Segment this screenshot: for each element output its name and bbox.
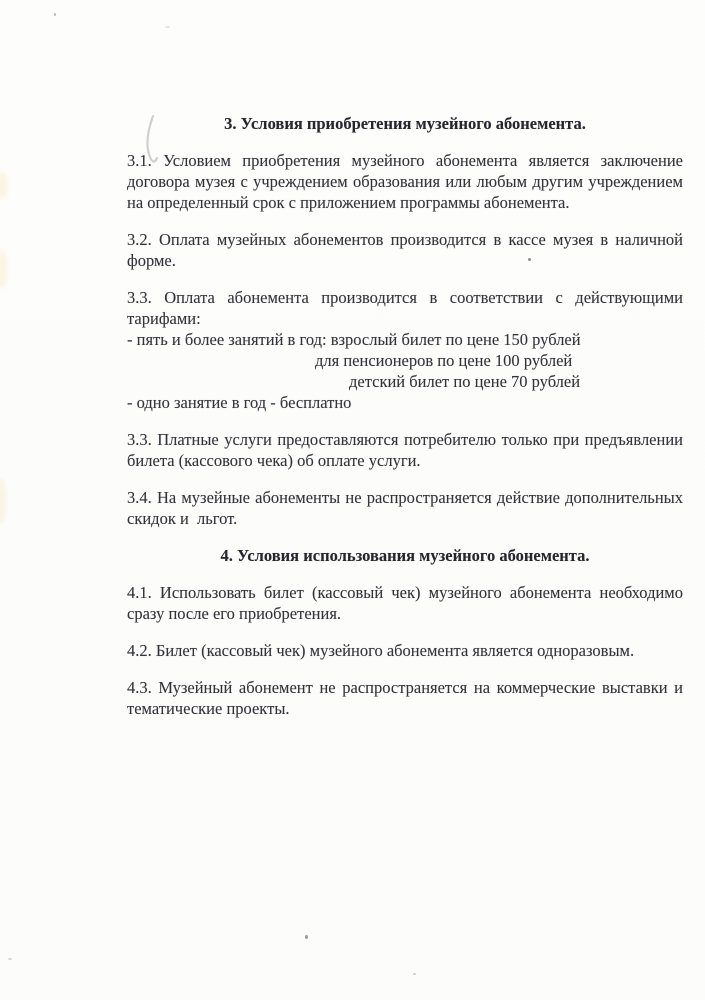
- scan-artifact-edge-blob: [0, 250, 7, 288]
- tariff-line-five-lessons: - пять и более занятий в год: взрослый билет по цене 150 рублей: [127, 330, 581, 349]
- document-content: [127, 113, 683, 719]
- scan-speck: [165, 26, 170, 28]
- scan-speck: [8, 958, 12, 960]
- text-line: форме.: [127, 251, 176, 270]
- section-3-heading: 3. Условия приобретения музейного абонемента.: [224, 114, 586, 133]
- text-line: тарифами:: [127, 309, 201, 328]
- scan-artifact-edge-blob: [0, 172, 8, 198]
- text-line: на определенный срок с приложением программы абонемента.: [127, 193, 570, 212]
- section-4-heading: 4. Условия использования музейного абонемента.: [220, 546, 590, 565]
- paragraph-4-1: [127, 582, 683, 624]
- text-line: 3.3. Оплата абонемента производится в соответствии с действующими: [127, 288, 683, 307]
- tariff-line-children: детский билет по цене 70 рублей: [349, 372, 581, 391]
- paragraph-3-1: [127, 150, 683, 213]
- paragraph-3-3-tariffs: [127, 287, 683, 413]
- text-line: договора музея с учреждением образования или любым другим учреждением: [127, 172, 683, 191]
- tariff-line-pensioners: для пенсионеров по цене 100 рублей: [315, 351, 573, 370]
- text-line: 3.1. Условием приобретения музейного абонемента является заключение: [127, 151, 683, 170]
- text-line: 3.4. На музейные абонементы не распространяется действие дополнительных: [127, 488, 683, 507]
- paragraph-3-4: [127, 487, 683, 529]
- text-line: 4.2. Билет (кассовый чек) музейного абонемента является одноразовым.: [127, 641, 635, 660]
- text-line: сразу после его приобретения.: [127, 604, 342, 623]
- text-line: 4.3. Музейный абонемент не распространяется на коммерческие выставки и: [127, 678, 683, 697]
- text-line: тематические проекты.: [127, 699, 290, 718]
- text-line: 4.1. Использовать билет (кассовый чек) музейного абонемента необходимо: [127, 583, 683, 602]
- scan-speck: [413, 973, 416, 975]
- paragraph-3-3-paid-services: [127, 429, 683, 471]
- paragraph-4-3: [127, 677, 683, 719]
- text-line: 3.3. Платные услуги предоставляются потребителю только при предъявлении: [127, 430, 683, 449]
- text-line: 3.2. Оплата музейных абонементов производится в кассе музея в наличной: [127, 230, 683, 249]
- paragraph-4-2: [127, 640, 683, 661]
- tariff-line-single-lesson: - одно занятие в год - бесплатно: [127, 393, 352, 412]
- scan-speck: [305, 935, 308, 939]
- paragraph-3-2: [127, 229, 683, 271]
- text-line: билета (кассового чека) об оплате услуги.: [127, 451, 421, 470]
- scan-artifact-edge-blob: [0, 478, 6, 524]
- scan-speck: [54, 13, 56, 16]
- text-line: скидок и льгот.: [127, 509, 238, 528]
